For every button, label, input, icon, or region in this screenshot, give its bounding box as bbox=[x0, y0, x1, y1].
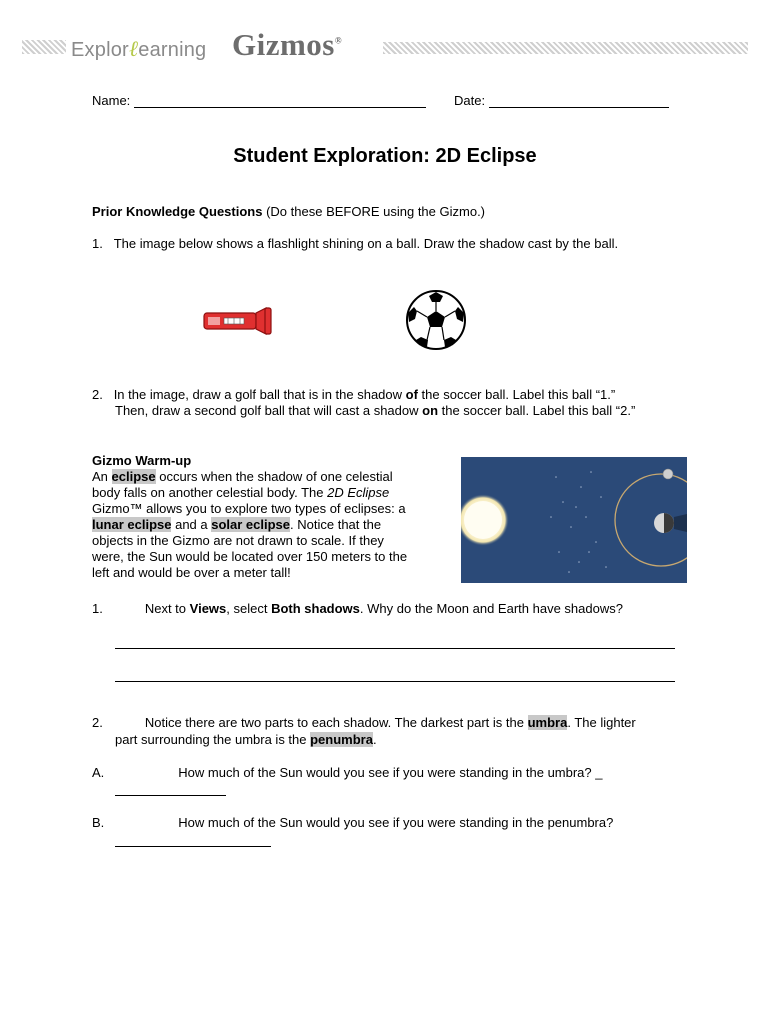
date-label: Date: bbox=[454, 93, 486, 108]
name-label: Name: bbox=[92, 93, 131, 108]
question-2b: B. How much of the Sun would you see if you were standing in the penumbra? bbox=[92, 815, 614, 830]
gizmos-logo: Gizmos® bbox=[232, 27, 343, 62]
warmup-heading: Gizmo Warm-up bbox=[92, 453, 192, 468]
date-blank[interactable] bbox=[489, 93, 669, 108]
page-title: Student Exploration: 2D Eclipse bbox=[233, 145, 537, 167]
warmup-text: Gizmo Warm-up An eclipse occurs when the shadow of one celestial body falls on another celestial body. The 2D Eclipse Gizmo™ allows you to explore two types of eclipses: a lunar eclipse and a solar eclipse. Notice that the objects in the Gizmo are not drawn to scale. If they were, the Sun would be located over 150 meters to the left and would be over a meter tall! bbox=[92, 453, 408, 580]
answer-line-2a[interactable] bbox=[115, 794, 226, 796]
question-1: 1. Next to Views, select Both shadows. Why do the Moon and Earth have shadows? bbox=[92, 601, 623, 616]
explorelearning-logo: Explorℓearning bbox=[71, 36, 207, 61]
prior-knowledge-heading: Prior Knowledge Questions (Do these BEFORE using the Gizmo.) bbox=[92, 204, 486, 219]
date-field[interactable] bbox=[454, 93, 669, 108]
prior-question-2-cont: Then, draw a second golf ball that will cast a shadow on the soccer ball. Label this ball “2.” bbox=[115, 403, 636, 418]
gizmo-eclipse-screenshot bbox=[461, 457, 687, 583]
answer-line-1[interactable] bbox=[115, 647, 675, 649]
question-2a: A. How much of the Sun would you see if you were standing in the umbra? _ bbox=[92, 765, 603, 780]
answer-line-2b[interactable] bbox=[115, 845, 271, 847]
flashlight-image bbox=[202, 307, 274, 335]
header-pattern-left bbox=[22, 40, 66, 54]
prior-question-2: 2. In the image, draw a golf ball that is in the shadow of the soccer ball. Label this ball “1.” bbox=[92, 387, 616, 402]
name-field[interactable] bbox=[92, 93, 426, 108]
question-2-cont: part surrounding the umbra is the penumbra. bbox=[115, 732, 377, 747]
answer-line-2[interactable] bbox=[115, 680, 675, 682]
header-pattern-right bbox=[383, 42, 748, 54]
question-2: 2. Notice there are two parts to each shadow. The darkest part is the umbra. The lighter bbox=[92, 715, 636, 730]
prior-question-1: 1. The image below shows a flashlight shining on a ball. Draw the shadow cast by the ball. bbox=[92, 236, 619, 251]
soccer-ball-image bbox=[405, 289, 467, 351]
name-blank[interactable] bbox=[134, 93, 426, 108]
